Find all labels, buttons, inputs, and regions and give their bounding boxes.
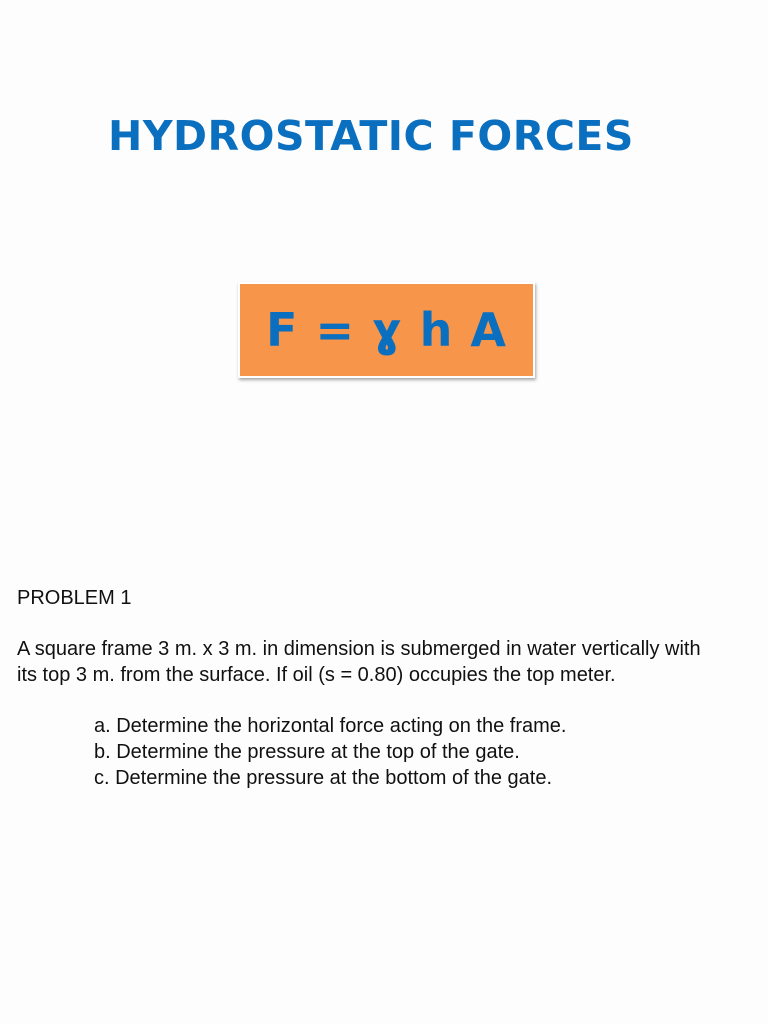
formula-text: F = ɣ h A — [266, 303, 507, 357]
task-list — [94, 713, 566, 791]
page-title: HYDROSTATIC FORCES — [108, 112, 634, 160]
task-item-b: b. Determine the pressure at the top of the gate. — [94, 741, 520, 763]
task-item-a: a. Determine the horizontal force acting on the frame. — [94, 715, 567, 737]
problem-heading: PROBLEM 1 — [17, 587, 132, 609]
formula-box — [238, 282, 535, 378]
problem-statement — [17, 636, 757, 688]
task-item-c: c. Determine the pressure at the bottom of the gate. — [94, 767, 553, 789]
problem-statement-line-2: its top 3 m. from the surface. If oil (s = 0.80) occupies the top meter. — [17, 664, 616, 686]
problem-statement-line-1: A square frame 3 m. x 3 m. in dimension is submerged in water vertically with — [17, 638, 701, 660]
